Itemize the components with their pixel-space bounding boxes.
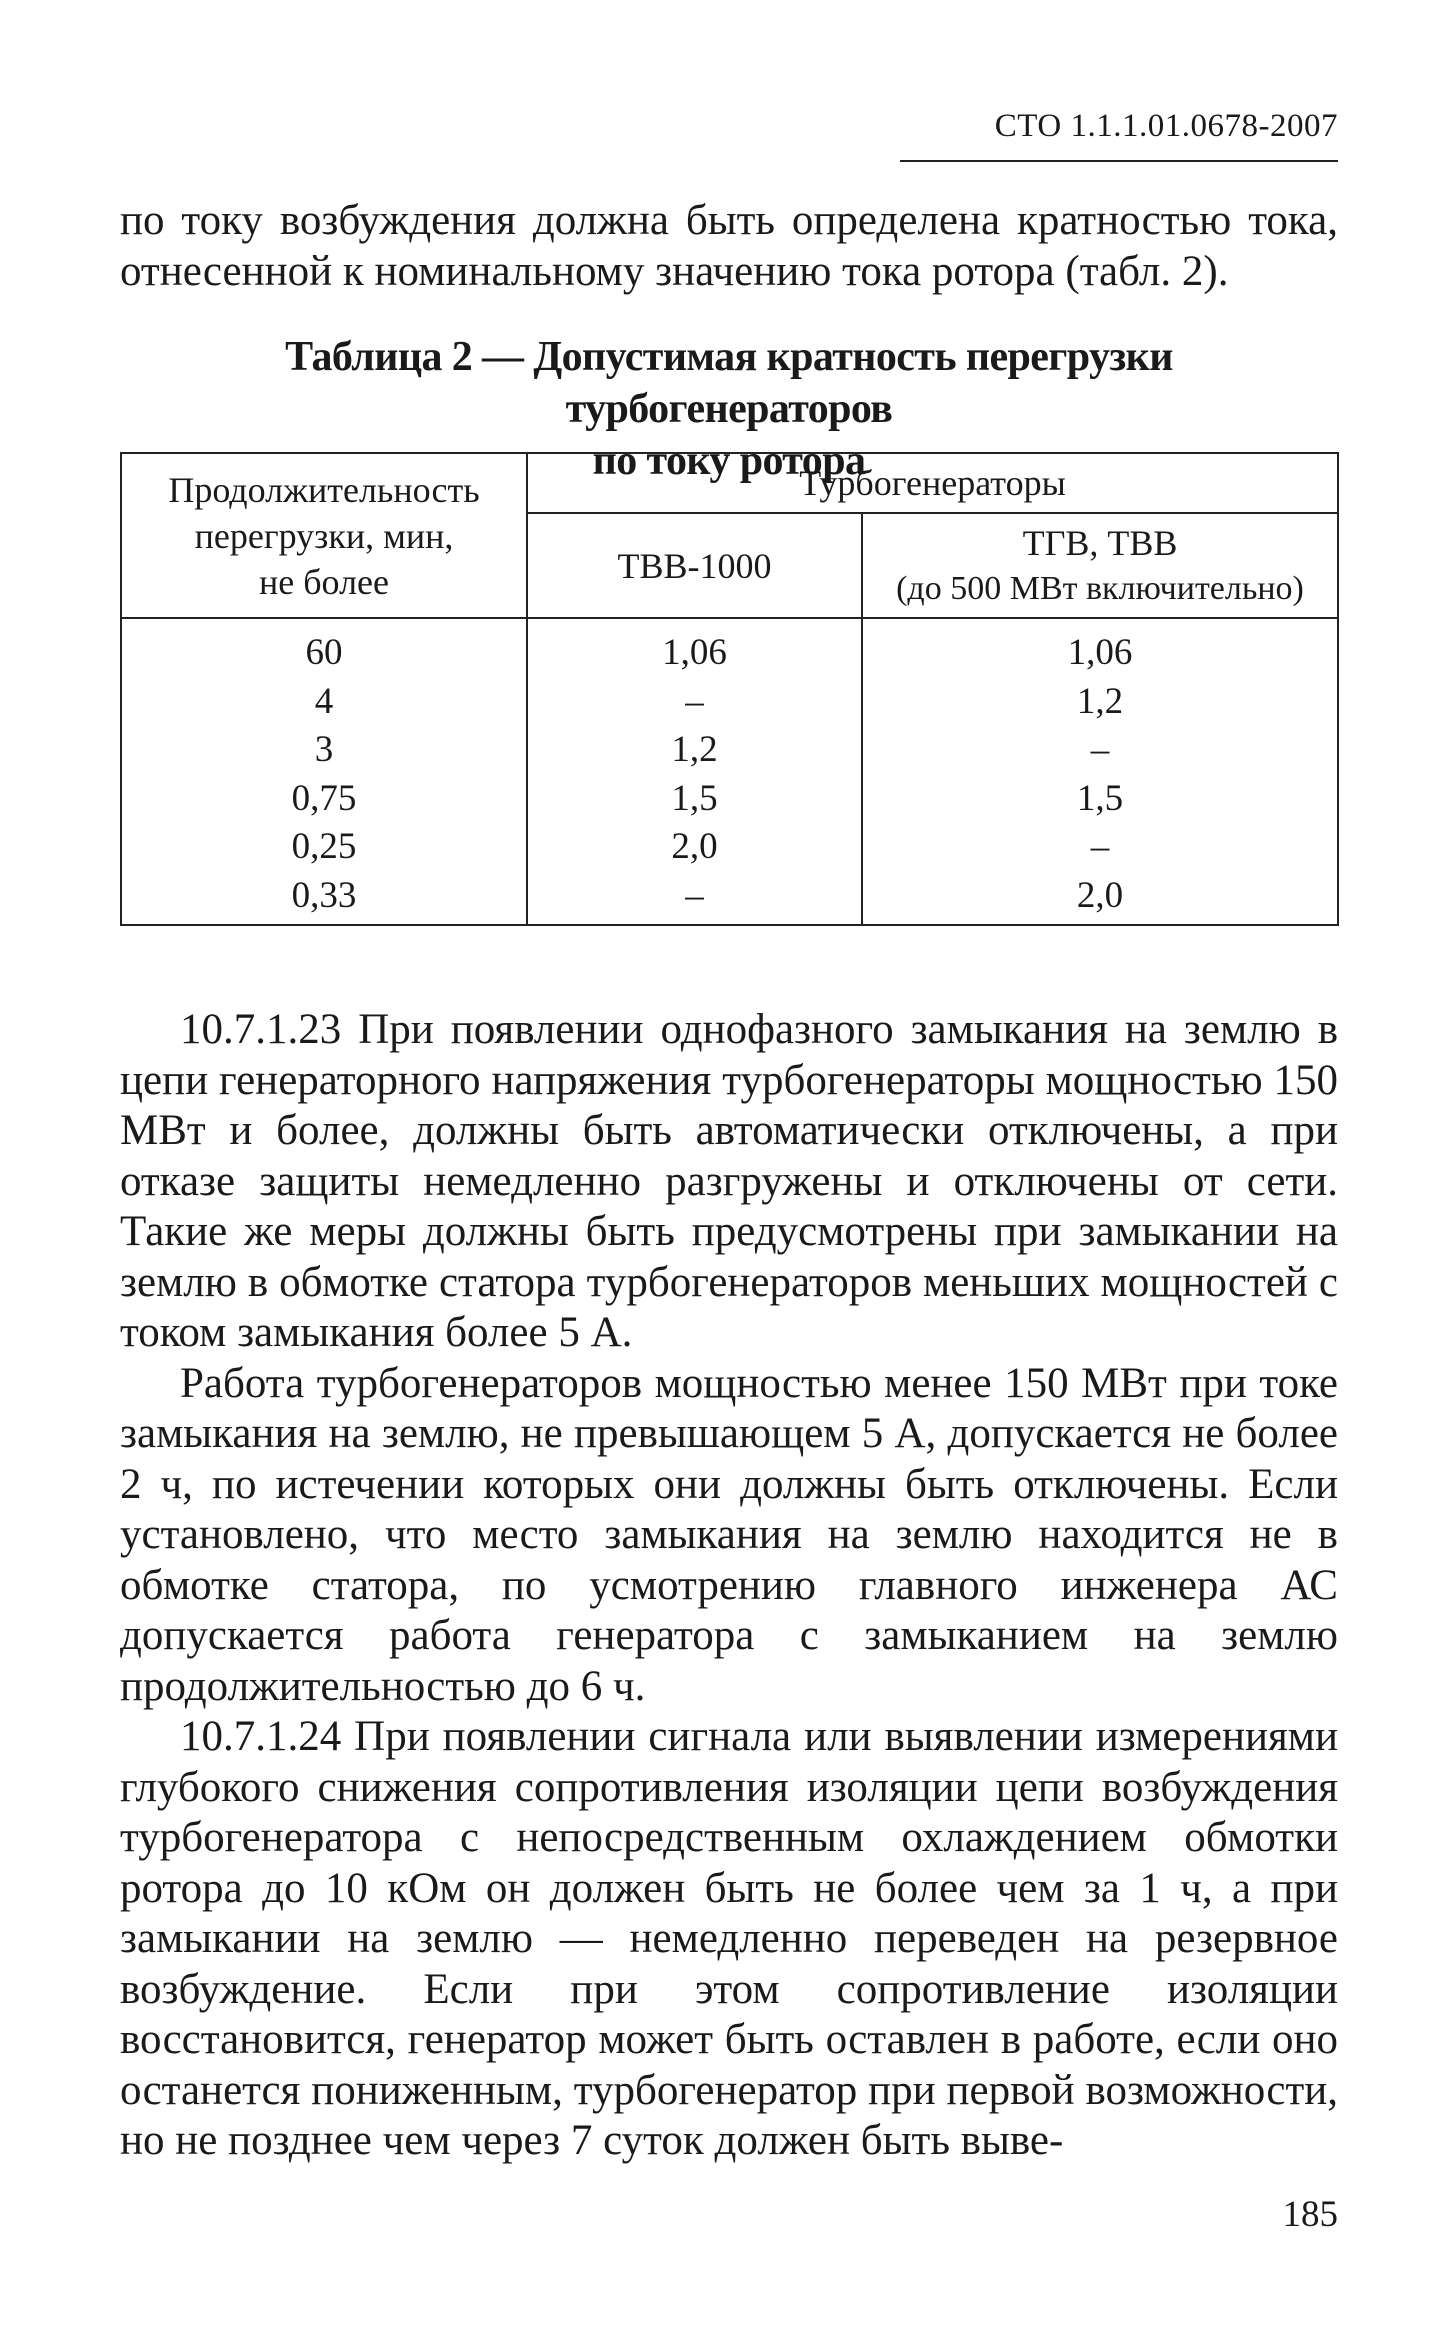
paragraph-10-7-1-24: 10.7.1.24 При появлении сигнала или выявлении измерениями глубокого снижения сопротивления изоляции цепи возбуждения турбогенератора с непосредственным охлаждением обмотки ротора до 10 кОм он должен быть не более чем за 1 ч, а при замыкании на землю — немедленно переведен на резервное возбуждение. Если при этом сопротивление изоляции восстановится, генератор может быть оставлен в работе, если оно останется пониженным, турбогенератор при первой возможности, но не позднее чем через 7 суток должен быть выве- [120, 1713, 1338, 2164]
tgv-tvv-value: – [1090, 729, 1110, 770]
body-text [120, 1005, 1338, 2167]
tgv-header-line-1: ТГВ, ТВВ [1022, 522, 1178, 563]
intro-text: по току возбуждения должна быть определена кратностью тока, отнесенной к номинальному значению тока ротора (табл. 2). [120, 197, 1338, 295]
tgv-tvv-column-header [862, 513, 1338, 618]
duration-column-header [121, 453, 527, 618]
duration-header-line: перегрузки, мин, [194, 515, 454, 556]
intro-paragraph [120, 196, 1338, 297]
paragraph-ground-fault-operation: Работа турбогенераторов мощностью менее 150 МВт при токе замыкания на землю, не превышающем 5 А, допускается не более 2 ч, по истечении которых они должны быть отключены. Если установлено, что место замыкания на землю находится не в обмотке статора, по усмотрению главного инженера АС допускается работа генератора с замыканием на землю продолжительностью до 6 ч. [120, 1359, 1338, 1710]
duration-value: 60 [305, 632, 343, 673]
duration-value: 3 [314, 729, 334, 770]
document-code: СТО 1.1.1.01.0678-2007 [994, 108, 1338, 144]
table-caption-line-2: по току ротора [592, 438, 866, 484]
duration-value: 0,33 [291, 874, 357, 916]
tvv1000-value: 1,2 [671, 729, 718, 770]
duration-header-line: не более [258, 561, 389, 602]
tvv1000-value: 2,0 [671, 826, 718, 867]
paragraph-10-7-1-23: 10.7.1.23 При появлении однофазного замыкания на землю в цепи генераторного напряжения турбогенераторы мощностью 150 МВт и более, должны быть автоматически отключены, а при отказе защиты немедленно разгружены и отключены от сети. Такие же меры должны быть предусмотрены при замыкании на землю в обмотке статора турбогенераторов меньших мощностей с током замыкания более 5 А. [120, 1006, 1338, 1356]
page-number: 185 [1282, 2194, 1338, 2235]
tgv-tvv-value: 1,2 [1076, 680, 1124, 722]
tvv1000-values-cell [527, 618, 862, 925]
header-divider [900, 160, 1338, 162]
duration-header-line: Продолжительность [168, 469, 480, 510]
duration-value: 0,25 [291, 826, 357, 867]
tgv-tvv-values-cell [862, 618, 1338, 925]
tvv1000-value: 1,5 [671, 777, 718, 819]
tgv-tvv-value: 2,0 [1076, 874, 1124, 916]
tvv1000-value: 1,06 [662, 632, 727, 673]
duration-value: 4 [314, 680, 334, 722]
overload-table [120, 452, 1339, 926]
turbogenerators-group-header: Турбогенераторы [527, 453, 1338, 513]
tgv-tvv-value: – [1090, 826, 1110, 867]
tvv1000-value: – [685, 680, 704, 722]
tvv1000-column-header: ТВВ-1000 [527, 513, 862, 618]
tvv1000-value: – [685, 874, 704, 916]
tgv-tvv-value: 1,5 [1076, 777, 1124, 819]
table-caption-line-1: Таблица 2 — Допустимая кратность перегрузки турбогенераторов [285, 334, 1173, 432]
duration-value: 0,75 [291, 777, 357, 819]
tgv-header-line-2: (до 500 МВт включительно) [896, 569, 1304, 607]
duration-values-cell [121, 618, 527, 925]
tgv-tvv-value: 1,06 [1067, 632, 1133, 673]
